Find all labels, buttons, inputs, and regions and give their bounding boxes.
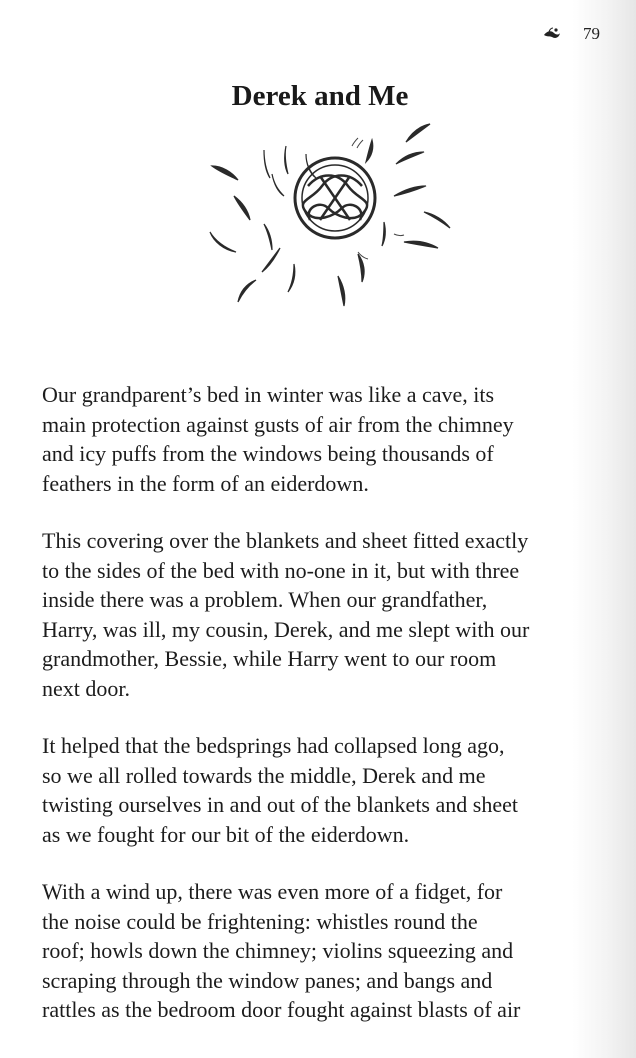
- text-line: next door.: [42, 675, 130, 701]
- text-line: twisting ourselves in and out of the blankets and sheet: [42, 792, 518, 817]
- text-line: It helped that the bedsprings had collapsed long ago,: [42, 733, 505, 758]
- text-line: This covering over the blankets and sheet fitted exactly: [42, 528, 529, 553]
- chapter-title: Derek and Me: [231, 80, 409, 112]
- text-line: grandmother, Bessie, while Harry went to our room: [42, 646, 497, 671]
- text-line: inside there was a problem. When our grandfather,: [42, 587, 488, 612]
- page-number: 79: [583, 24, 600, 43]
- text-line: Harry, was ill, my cousin, Derek, and me slept with our: [42, 616, 530, 642]
- text-line: so we all rolled towards the middle, Derek and me: [42, 762, 486, 788]
- paragraph-2: [42, 526, 602, 703]
- text-line: to the sides of the bed with no-one in it, but with three: [42, 557, 520, 583]
- text-line: the noise could be frightening: whistles round the: [42, 908, 478, 934]
- text-line: feathers in the form of an eiderdown.: [42, 470, 369, 496]
- paragraph-3: [42, 731, 602, 849]
- text-line: and icy puffs from the windows being thousands of: [42, 441, 494, 466]
- text-line: roof; howls down the chimney; violins squeezing and: [42, 938, 514, 963]
- text-line: scraping through the window panes; and bangs and: [42, 967, 493, 993]
- paragraph-4: [42, 877, 602, 1025]
- leaf-fleuron-icon: [543, 27, 561, 41]
- page-header: [543, 24, 600, 44]
- text-line: Our grandparent’s bed in winter was like a cave, its: [42, 382, 495, 407]
- text-line: rattles as the bedroom door fought against blasts of air: [42, 997, 521, 1022]
- text-line: With a wind up, there was even more of a fidget, for: [42, 879, 503, 904]
- text-line: as we fought for our bit of the eiderdown.: [42, 821, 410, 847]
- celtic-knot-feathers-icon: [198, 116, 468, 312]
- chapter-body: [42, 380, 602, 1053]
- paragraph-1: [42, 380, 602, 498]
- text-line: main protection against gusts of air from the chimney: [42, 411, 514, 437]
